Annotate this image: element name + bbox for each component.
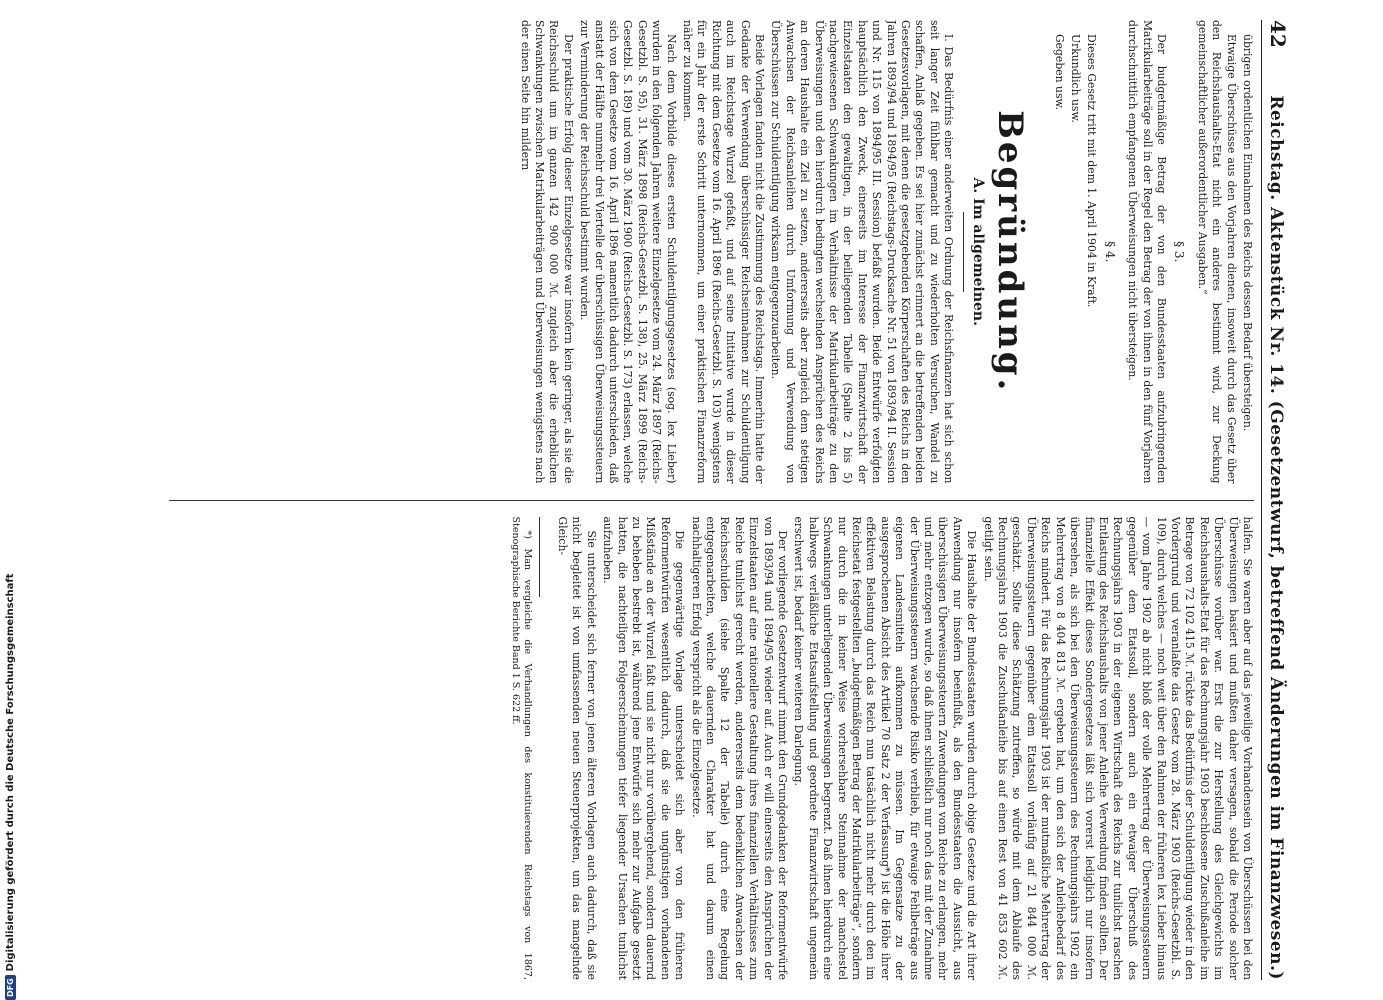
- dfg-logo-icon: DFG: [5, 975, 16, 1000]
- sub-heading: A. Im allgemeinen.: [969, 177, 986, 326]
- right-column: [169, 517, 1254, 981]
- paragraph: Der vorliegende Gesetzentwurf nimmt den Grundgedanken der Reformentwürfe von 1893/94 und 1894/95 wieder auf. Auch er will einerseits den Ansprüchen der Einzelstaaten auf eine rationellere Gestaltung ihres finanziellen Verhältnisses zum Reiche tunlichst gerecht werden, andererseits dem bedenklichen Anwachsen der Reichsschulden (siehe Spalte 12 der Tabelle) durch eine Regelung entgegenarbeiten, welche dauernden Charakter hat und darum einen nachhaltigeren Erfolg verspricht als die Einzelgesetze.: [689, 516, 789, 980]
- paragraph: Nach dem Vorbilde dieses ersten Schuldentilgungsgesetzes (sog. lex Lieber) wurden in den folgenden Jahren weitere Einzelgesetze vom 24. März 1897 (Reichs-Gesetzbl. S. 95), 31. März 1898 (Reichs-Gesetzbl. S. 138), 25. März 1899 (Reichs-Gesetzbl. S. 189) und vom 30. März 1900 (Reichs-Gesetzbl. S. 173) erlassen, welche sich von dem Gesetze vom 16. April 1896 namentlich dadurch unterschieden, daß anstatt der Hälfte nunmehr drei Viertelle der überschüssigen Überweisungssteuern zur Verminderung der Reichsschuld bestimmt wurden.: [578, 20, 678, 484]
- paragraph: übrigen ordentlichen Einnahmen des Reichs dessen Bedarf übersteigen.: [1241, 34, 1254, 432]
- column-divider: [169, 500, 1254, 501]
- paragraph: Der praktische Erfolg dieser Einzelgesetze war insofern kein geringer, als sie die Reichsschuld um im ganzen 142 900 000 ℳ. zugleich aber die erheblichen Schwankungen zwischen Matrikularbeiträgen und Überweisungen wenigstens nach der einen Seite hin mildern: [518, 20, 575, 484]
- paragraph: Sie unterscheidet sich ferner von jenen älteren Vorlagen auch dadurch, daß sie nicht begleitet ist von umfassenden neuen Steuerprojekten, um das mangelnde Gleich-: [555, 516, 598, 980]
- paragraph: Der budgetmäßige Betrag der von den Bundesstaaten aufzubringenden Matrikularbeiträge soll in der Regel den Betrag der von ihnen in den fünf Vorjahren durchschnittlich empfangenen Überweisungen nicht übersteigen.: [1126, 20, 1168, 484]
- footnote: *) Man vergleiche die Verhandlungen des konstituierenden Reichstags von 1867, Stenographische Berichte Band 1 S. 622 ff.: [510, 516, 534, 980]
- closing-line: Urkundlich usw.: [1068, 34, 1082, 123]
- text-columns: [169, 20, 1254, 980]
- section-mark: § 3.: [1172, 241, 1187, 263]
- running-title: Reichstag. Aktenstück Nr. 14. (Gesetzentwurf, betreffend Änderungen im Finanzwesen.): [1266, 95, 1286, 980]
- divider: [963, 212, 964, 292]
- paragraph: I. Das Bedürfnis einer anderweiten Ordnung der Reichsfinanzen hat sich schon seit langer Zeit fühlbar gemacht und zu wiederholten Versuchen, Wandel zu schaffen, Anlaß gegeben. Es sei hier zunächst erinnert an die betreffenden beiden Gesetzesvorlagen, mit denen die gesetzgebenden Körperschaften des Reichs in den Jahren 1893/94 und 1894/95 (Reichstags-Drucksache Nr. 51 von 1893/94 II. Session und Nr. 115 von 1894/95 III. Session) befaßt wurden. Beide Entwürfe verfolgten hauptsächlich den Zweck, einerseits im Interesse der Finanzwirtschaft der Einzelstaaten den gewaltigen, in der beiliegenden Tabelle (Spalte 2 bis 5) nachgewiesenen Schwankungen im Verhältnisse der Matrikularbeiträge zu den Überweisungen und den hierdurch bedingten wechselnden Ansprüchen des Reichs an deren Haushalte ein Ziel zu setzen, andererseits aber zugleich dem stetigen Anwachsen der Reichsanleihen durch Umformung und Verwendung von Überschüssen zur Schuldentilgung wirksam entgegenzuarbeiten.: [769, 20, 956, 484]
- paragraph: halfen. Sie waren aber auf das jeweilige Vorhandensein von Überschüssen bei den Überweisungen basiert und mußten daher versagen, sobald die Periode solcher Überschüsse vorüber war. Erst die zur Herstellung des Gleichgewichts im Reichshaushalts-Etat für das Rechnungsjahr 1903 beschlossene Zuschußanleihe im Betrage von 72 102 415 ℳ. rückte das Bedürfnis der Schuldentilgung wieder in den Vordergrund und veranlaßte das Gesetz vom 28. März 1903 (Reichs-Gesetzbl. S. 109), durch welches — noch weit über den Rahmen der früheren lex Lieber hinaus — vom Jahre 1902 ab nicht bloß der volle Mehrertrag der Überweisungssteuern gegenüber dem Etatssoll, sondern auch ein etwaiger Überschuß des Rechnungsjahrs 1903 in der eigenen Wirtschaft des Reichs zur tunlichst raschen Entlastung des Reichshaushalts von jener Anleihe Verwendung finden sollten. Der finanzielle Effekt dieses Sondergesetzes läßt sich vorerst lediglich nur insofern übersehen, als sich bei den Überweisungssteuern des Rechnungsjahrs 1902 ein Mehrertrag von 8 404 813 ℳ. ergeben hat, um den sich der Anleihebedarf des Reichs mindert. Für das Rechnungsjahr 1903 ist der mutmaßliche Mehrertrag der Überweisungssteuern gegenüber dem Etatssoll vorläufig auf 21 844 000 ℳ. geschätzt. Sollte diese Schätzung zutreffen, so würde mit dem Ablaufe des Rechnungsjahrs 1903 die Zuschußanleihe bis auf einen Rest von 41 853 602 ℳ. getilgt sein.: [981, 516, 1254, 980]
- paragraph: Beide Vorlagen fanden nicht die Zustimmung des Reichstags. Immerhin hatte der Gedanke der Verwendung überschüssiger Reichseinnahmen zur Schuldentilgung auch im Reichstage Wurzel gefaßt, und auf seine Initiative wurde in dieser Richtung mit dem Gesetze vom 16. April 1896 (Reichs-Gesetzbl. S. 103) wenigstens für ein Jahr der erste Schritt unternommen, um einer praktischen Finanzreform näher zu kommen.: [681, 20, 767, 484]
- funding-credit-text: Digitalisierung gefördert durch die Deutsche Forschungsgemeinschaft: [4, 573, 16, 972]
- left-column: [169, 20, 1254, 484]
- page-number: 42: [1266, 20, 1290, 48]
- main-heading: Begründung.: [990, 110, 1031, 394]
- footnote-divider: [540, 517, 541, 597]
- closing-line: Gegeben usw.: [1052, 34, 1066, 110]
- document-page: [164, 20, 1294, 980]
- section-mark: § 4.: [1102, 241, 1117, 263]
- funding-credit: [2, 573, 18, 1000]
- paragraph: Dieses Gesetz tritt mit dem 1. April 1904 in Kraft.: [1085, 34, 1099, 308]
- paragraph: Die gegenwärtige Vorlage unterscheidet sich aber von den früheren Reformentwürfen wesentlich dadurch, daß sie die ungünstigen vorhandenen Mißstände an der Wurzel faßt und sie nicht nur vorübergehend, sondern dauernd zu beheben bestrebt ist, während jene Entwürfe sich mehr zur Aufgabe gesetzt hatten, die nachteiligen Folgeerscheinungen tiefer liegender Ursachen tunlichst aufzuheben.: [601, 516, 687, 980]
- page-header: [1261, 20, 1294, 980]
- paragraph: Etwaige Überschüsse aus den Vorjahren dienen, insoweit durch das Gesetz über den Reichshaushalts-Etat nicht ein anderes bestimmt wird, zur Deckung gemeinschaftlicher außerordentlicher Ausgaben.“: [1195, 20, 1238, 484]
- paragraph: Die Haushalte der Bundesstaaten wurden durch obige Gesetze und die Art ihrer Anwendung nur insofern beeinflußt, als den Bundesstaaten die Aussicht, aus überschüssigen Überweisungssteuern Zuwendungen vom Reiche zu erlangen, mehr und mehr entzogen wurde, so daß ihnen schließlich nur noch das mit der Zunahme der Überweisungssteuern wachsende Risiko verblieb, für etwaige Fehlbeträge aus eigenen Landesmitteln aufkommen zu müssen. Im Gegensatze zu der ausgesprochenen Absicht des Artikel 70 Satz 2 der Verfassung*) ist die Höhe ihrer effektiven Belastung durch das Reich nun tatsächlich nicht mehr durch den im Reichsetat festgestellten „budgetmäßigen Betrag der Matrikularbeiträge“, sondern nur durch die in keiner Weise vorhersehbare Steinnahme der manchestel Schwankungen unterliegenden Überweisungen begrenzt. Daß ihnen hierdurch eine halbwegs verläßliche Etatsaufstellung und geordnete Finanzwirtschaft ungemein erschwert ist, bedarf keiner weiteren Darlegung.: [792, 516, 979, 980]
